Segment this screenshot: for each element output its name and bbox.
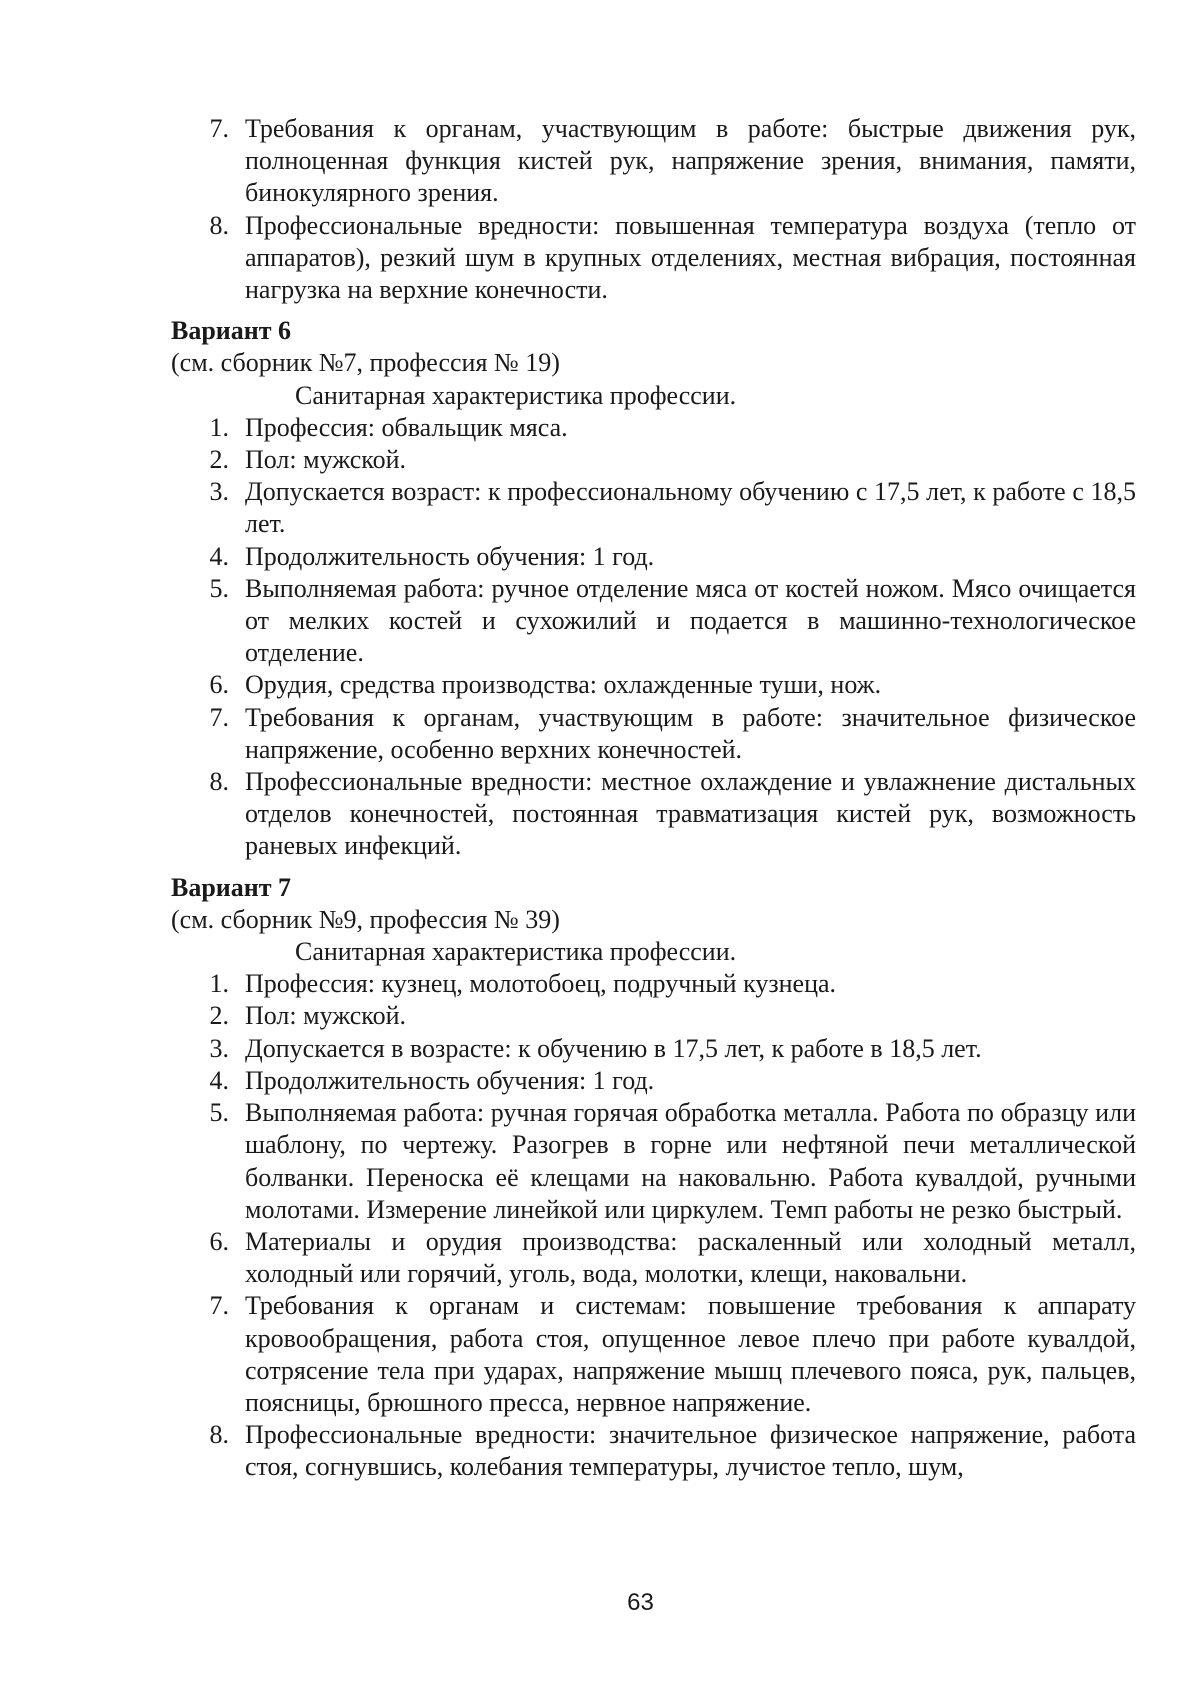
item-number: 2. [209,445,229,475]
item-text: Профессиональные вредности: повышенная температура воздуха (тепло от аппаратов), резкий шум в крупных отделениях, местная вибрация, постоянная нагрузка на верхние конечности. [245,210,1136,305]
item-number: 3. [209,1033,229,1063]
list-item [171,1226,1136,1290]
item-number: 8. [209,210,229,240]
item-number: 6. [209,1226,229,1256]
list-item [171,702,1136,766]
variant-7-subtitle: Санитарная характеристика профессии. [295,937,737,967]
variant-6-title: Вариант 6 [171,316,292,346]
list-item [171,1000,1136,1032]
item-text: Пол: мужской. [245,1001,407,1031]
item-number: 3. [209,477,229,507]
list-item [171,1419,1136,1483]
item-number: 7. [209,114,229,143]
variant-7-list [171,968,1136,1483]
list-item [171,444,1136,476]
list-item [171,412,1136,444]
item-text: Требования к органам, участвующим в работе: быстрые движения рук, полноценная функция кистей рук, напряжение зрения, внимания, памяти, бинокулярного зрения. [245,114,1136,208]
list-item [171,766,1136,863]
item-text: Выполняемая работа: ручная горячая обработка металла. Работа по образцу или шаблону, по чертежу. Разогрев в горне или нефтяной печи металлической болванки. Переноска её клещами на наковальню. Работа кувалдой, ручными молотами. Измерение линейкой или циркулем. Темп работы не резко быстрый. [245,1098,1136,1224]
item-number: 7. [209,702,229,732]
list-item [171,573,1136,670]
item-text: Профессиональные вредности: значительное физическое напряжение, работа стоя, согнувшись, колебания температуры, лучистое тепло, шум, [245,1420,1136,1482]
variant-6-reference: (см. сборник №7, профессия № 19) [171,348,560,378]
item-text: Профессиональные вредности: местное охлаждение и увлажнение дистальных отделов конечностей, постоянная травматизация кистей рук, возможность раневых инфекций. [245,767,1136,861]
item-number: 2. [209,1001,229,1031]
variant-7-title: Вариант 7 [171,872,292,902]
intro-list [171,113,1136,306]
item-number: 7. [209,1291,229,1321]
item-number: 1. [209,412,229,442]
item-number: 1. [209,969,229,999]
variant-6-subtitle: Санитарная характеристика профессии. [295,380,737,410]
item-number: 4. [209,541,229,571]
list-item [171,541,1136,573]
item-number: 4. [209,1065,229,1095]
list-item [171,669,1136,701]
item-text: Профессия: кузнец, молотобоец, подручный кузнеца. [245,969,837,999]
item-text: Допускается возраст: к профессиональному обучению с 17,5 лет, к работе с 18,5 лет. [245,477,1136,539]
item-number: 5. [209,1098,229,1128]
page-content [171,113,1136,1484]
item-text: Орудия, средства производства: охлажденные туши, нож. [245,670,882,700]
list-item [171,113,1136,210]
item-text: Продолжительность обучения: 1 год. [245,541,655,571]
variant-6-list [171,412,1136,863]
item-number: 6. [209,670,229,700]
page-number: 63 [627,1589,654,1616]
item-number: 5. [209,573,229,603]
item-text: Материалы и орудия производства: раскаленный или холодный металл, холодный или горячий, уголь, вода, молотки, клещи, наковальни. [245,1226,1136,1289]
list-item [171,210,1136,307]
item-text: Выполняемая работа: ручное отделение мяса от костей ножом. Мясо очищается от мелких костей и сухожилий и подается в машинно-технологическое отделение. [245,573,1136,668]
item-text: Требования к органам, участвующим в работе: значительное физическое напряжение, особенно верхних конечностей. [245,702,1136,764]
item-number: 8. [209,1420,229,1450]
list-item [171,968,1136,1000]
item-text: Требования к органам и системам: повышение требования к аппарату кровообращения, работа стоя, опущенное левое плечо при работе кувалдой, сотрясение тела при ударах, напряжение мышц плечевого пояса, рук, пальцев, поясницы, брюшного пресса, нервное напряжение. [245,1291,1136,1417]
list-item [171,1065,1136,1097]
list-item [171,476,1136,540]
item-text: Продолжительность обучения: 1 год. [245,1065,655,1095]
item-text: Пол: мужской. [245,445,407,475]
item-text: Профессия: обвальщик мяса. [245,412,568,442]
list-item [171,1033,1136,1065]
item-text: Допускается в возрасте: к обучению в 17,5 лет, к работе в 18,5 лет. [245,1033,982,1063]
item-number: 8. [209,767,229,797]
list-item [171,1097,1136,1226]
variant-7-reference: (см. сборник №9, профессия № 39) [171,904,560,934]
list-item [171,1290,1136,1419]
